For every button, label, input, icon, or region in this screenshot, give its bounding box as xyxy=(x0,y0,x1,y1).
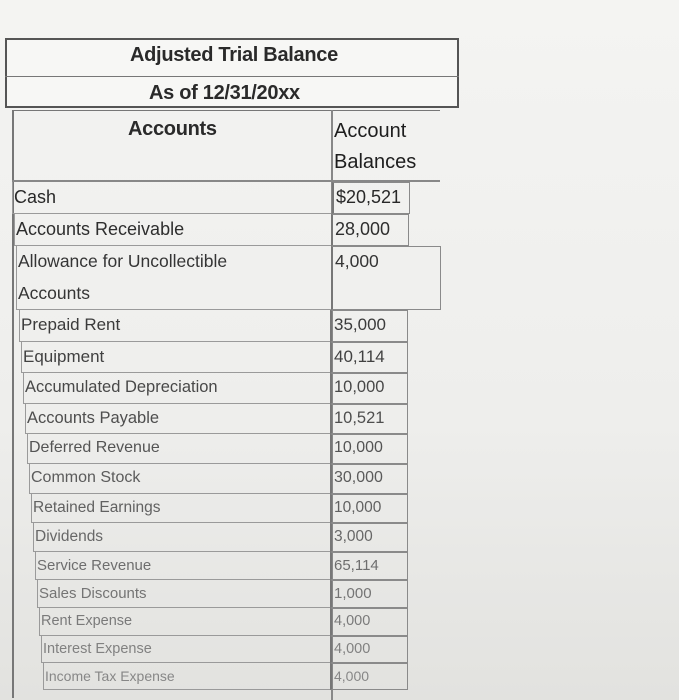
account-name: Allowance for Uncollectible xyxy=(18,251,228,271)
account-balance: 4,000 xyxy=(335,251,379,271)
account-balance: 10,521 xyxy=(334,409,385,427)
account-balance: 40,114 xyxy=(334,347,385,366)
account-balance: 10,000 xyxy=(334,499,382,516)
account-balance: 30,000 xyxy=(334,469,383,486)
account-name-line2: Accounts xyxy=(18,283,90,303)
account-balance: 10,000 xyxy=(334,378,385,396)
account-name: Accounts Receivable xyxy=(16,219,185,239)
account-name: Rent Expense xyxy=(41,613,133,629)
accounts-column-header: Accounts xyxy=(128,118,217,140)
account-name: Common Stock xyxy=(31,469,141,486)
account-name: Accounts Payable xyxy=(27,409,160,427)
account-name: Deferred Revenue xyxy=(29,439,160,456)
account-name: Accumulated Depreciation xyxy=(25,378,218,396)
account-balance: 4,000 xyxy=(334,641,371,657)
page-title: Adjusted Trial Balance xyxy=(130,44,338,66)
page-subtitle: As of 12/31/20xx xyxy=(149,82,300,104)
account-balance: 1,000 xyxy=(334,585,372,602)
account-balance: 28,000 xyxy=(335,219,391,239)
account-name: Dividends xyxy=(35,528,104,545)
account-balance: $20,521 xyxy=(336,187,402,207)
account-balance: 65,114 xyxy=(334,557,379,574)
account-name: Sales Discounts xyxy=(39,585,147,602)
header-divider xyxy=(5,76,459,77)
account-balance: 3,000 xyxy=(334,528,373,545)
balances-column-header xyxy=(334,116,416,178)
balances-header-line2: Balances xyxy=(334,151,417,173)
account-name: Cash xyxy=(14,187,57,207)
table-row xyxy=(12,182,331,214)
account-name: Income Tax Expense xyxy=(45,668,175,684)
account-balance: 4,000 xyxy=(334,613,371,629)
account-balance: 10,000 xyxy=(334,439,383,456)
account-name: Interest Expense xyxy=(43,641,152,657)
account-balance: 4,000 xyxy=(334,668,370,684)
balances-header-line1: Account xyxy=(334,120,407,142)
account-name: Retained Earnings xyxy=(33,499,161,516)
account-name: Service Revenue xyxy=(37,557,152,574)
account-name: Prepaid Rent xyxy=(21,315,121,334)
account-name: Equipment xyxy=(23,347,105,366)
account-balance: 35,000 xyxy=(334,315,386,334)
